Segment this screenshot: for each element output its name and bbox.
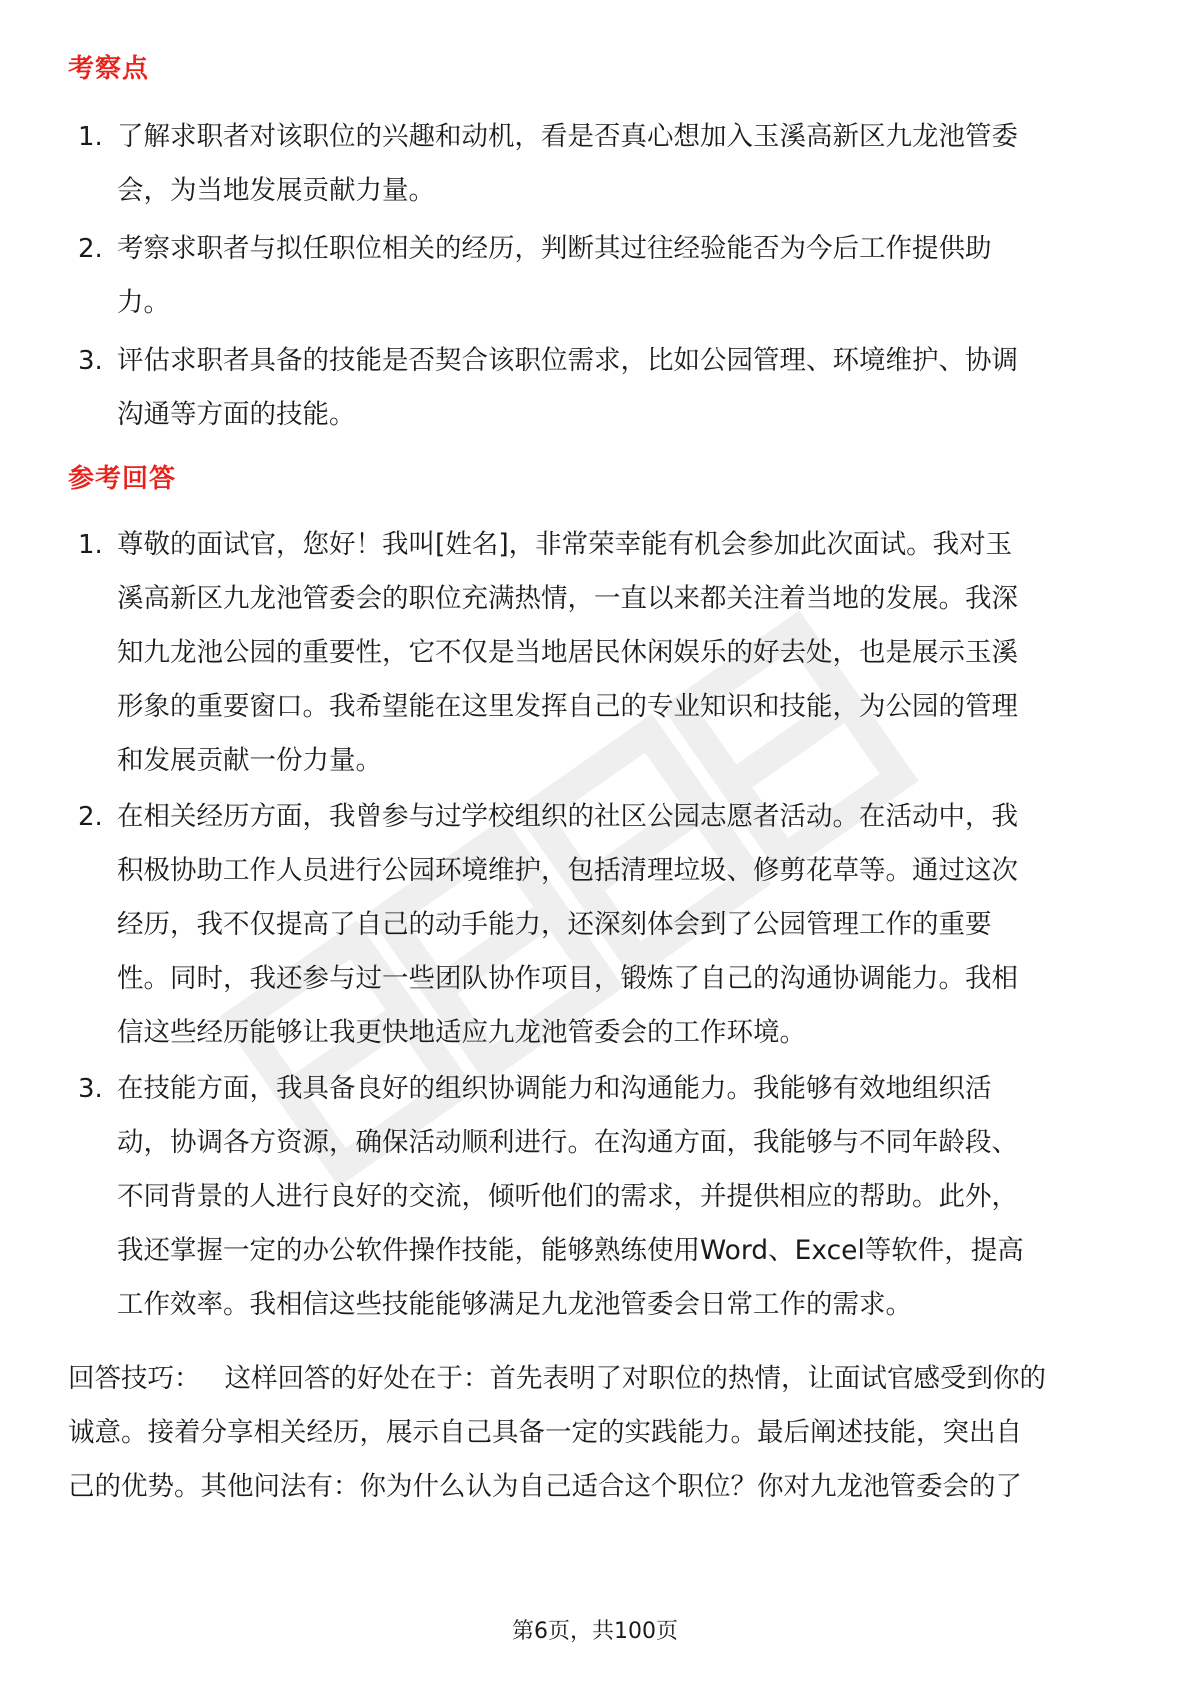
list-item [0, 518, 1190, 788]
list-item [0, 110, 1190, 218]
page-number: 第6页，共100页 [512, 1619, 678, 1644]
section-title-exam-points: 考察点 [68, 54, 150, 84]
list-item-number: 2. [78, 802, 103, 832]
section-title-reference-answer: 参考回答 [68, 464, 177, 494]
list-item [0, 790, 1190, 1060]
answer-tips-label: 回答技巧： [68, 1363, 201, 1394]
list-item-text: 在相关经历方面，我曾参与过学校组织的社区公园志愿者活动。在活动中，我积极协助工作人员进行公园环境维护，包括清理垃圾、修剪花草等。通过这次经历，我不仅提高了自己的动手能力，还深刻体会到了公园管理工作的重要性。同时，我还参与过一些团队协作项目，锻炼了自己的沟通协调能力。我相信这些经历能够让我更快地适应九龙池管委会的工作环境。 [117, 801, 1018, 1048]
list-item-number: 1. [78, 122, 103, 152]
list-item [0, 334, 1190, 442]
list-item-number: 2. [78, 234, 103, 264]
list-item-text: 评估求职者具备的技能是否契合该职位需求，比如公园管理、环境维护、协调沟通等方面的技能。 [117, 345, 1018, 430]
exam-points-list [0, 110, 1190, 442]
list-item [0, 1062, 1190, 1332]
list-item-text: 了解求职者对该职位的兴趣和动机，看是否真心想加入玉溪高新区九龙池管委会，为当地发展贡献力量。 [117, 121, 1018, 206]
list-item-number: 3. [78, 1074, 103, 1104]
list-item-text: 在技能方面，我具备良好的组织协调能力和沟通能力。我能够有效地组织活动，协调各方资源，确保活动顺利进行。在沟通方面，我能够与不同年龄段、不同背景的人进行良好的交流，倾听他们的需求，并提供相应的帮助。此外，我还掌握一定的办公软件操作技能，能够熟练使用Word、Excel等软件，提高工作效率。我相信这些技能能够满足九龙池管委会日常工作的需求。 [117, 1073, 1024, 1320]
reference-answer-list [0, 518, 1190, 1332]
list-item-text: 尊敬的面试官，您好！我叫[姓名]，非常荣幸能有机会参加此次面试。我对玉溪高新区九龙池管委会的职位充满热情，一直以来都关注着当地的发展。我深知九龙池公园的重要性，它不仅是当地居民休闲娱乐的好去处，也是展示玉溪形象的重要窗口。我希望能在这里发挥自己的专业知识和技能，为公园的管理和发展贡献一份力量。 [117, 529, 1018, 776]
list-item [0, 222, 1190, 330]
answer-tips-text: 这样回答的好处在于：首先表明了对职位的热情，让面试官感受到你的诚意。接着分享相关经历，展示自己具备一定的实践能力。最后阐述技能，突出自己的优势。其他问法有：你为什么认为自己适合这个职位？你对九龙池管委会的了 [68, 1363, 1046, 1502]
list-item-number: 3. [78, 346, 103, 376]
answer-tips-paragraph [68, 1352, 1048, 1514]
list-item-number: 1. [78, 530, 103, 560]
list-item-text: 考察求职者与拟任职位相关的经历，判断其过往经验能否为今后工作提供助力。 [117, 233, 992, 318]
